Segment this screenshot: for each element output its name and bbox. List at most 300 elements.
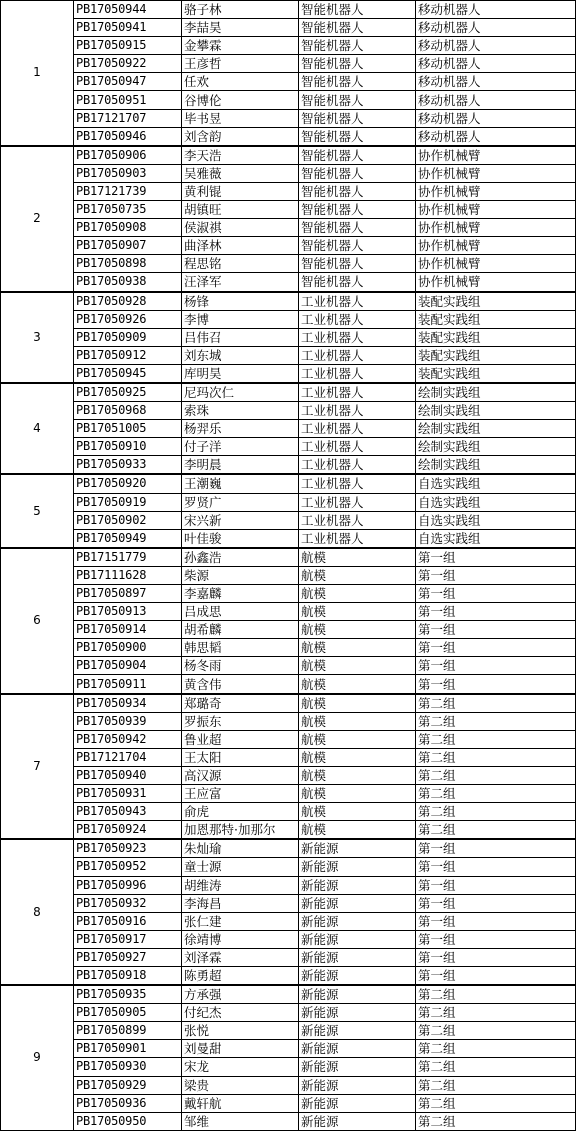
student-name-cell: 王太阳: [182, 748, 299, 766]
group-number-cell: 1: [1, 1, 74, 146]
table-body: [1, 1, 576, 1131]
subgroup-cell: 第二组: [416, 1022, 576, 1040]
direction-cell: 新能源: [299, 966, 416, 985]
direction-cell: 智能机器人: [299, 55, 416, 73]
student-id-cell: PB17050906: [74, 146, 182, 165]
subgroup-cell: 绘制实践组: [416, 420, 576, 438]
student-id-cell: PB17050931: [74, 785, 182, 803]
student-id-cell: PB17050923: [74, 839, 182, 858]
student-id-cell: PB17050900: [74, 639, 182, 657]
student-id-cell: PB17121704: [74, 748, 182, 766]
subgroup-cell: 移动机器人: [416, 91, 576, 109]
student-id-cell: PB17050901: [74, 1040, 182, 1058]
student-name-cell: 程思铭: [182, 255, 299, 273]
student-name-cell: 李天浩: [182, 146, 299, 165]
direction-cell: 航模: [299, 585, 416, 603]
direction-cell: 智能机器人: [299, 91, 416, 109]
group-number-cell: 8: [1, 839, 74, 985]
student-id-cell: PB17050929: [74, 1076, 182, 1094]
table-row: [1, 766, 576, 784]
student-id-cell: PB17050940: [74, 766, 182, 784]
subgroup-cell: 移动机器人: [416, 1, 576, 19]
direction-cell: 智能机器人: [299, 219, 416, 237]
table-row: [1, 438, 576, 456]
table-row: [1, 1094, 576, 1112]
student-id-cell: PB17050905: [74, 1004, 182, 1022]
student-name-cell: 柴源: [182, 566, 299, 584]
subgroup-cell: 装配实践组: [416, 310, 576, 328]
student-name-cell: 胡希麟: [182, 621, 299, 639]
student-id-cell: PB17111628: [74, 566, 182, 584]
table-row: [1, 456, 576, 475]
student-name-cell: 吕伟召: [182, 328, 299, 346]
student-id-cell: PB17050945: [74, 364, 182, 383]
subgroup-cell: 第一组: [416, 657, 576, 675]
student-name-cell: 曲泽林: [182, 237, 299, 255]
direction-cell: 航模: [299, 675, 416, 694]
student-name-cell: 付子洋: [182, 438, 299, 456]
table-row: [1, 858, 576, 876]
subgroup-cell: 协作机械臂: [416, 273, 576, 292]
table-row: [1, 985, 576, 1004]
student-name-cell: 刘泽霖: [182, 948, 299, 966]
subgroup-cell: 第二组: [416, 766, 576, 784]
direction-cell: 航模: [299, 694, 416, 713]
student-name-cell: 宋兴新: [182, 511, 299, 529]
student-name-cell: 库明昊: [182, 364, 299, 383]
student-id-cell: PB17050913: [74, 603, 182, 621]
student-name-cell: 侯淑祺: [182, 219, 299, 237]
student-id-cell: PB17050735: [74, 201, 182, 219]
direction-cell: 工业机器人: [299, 364, 416, 383]
subgroup-cell: 绘制实践组: [416, 438, 576, 456]
direction-cell: 工业机器人: [299, 420, 416, 438]
subgroup-cell: 第二组: [416, 1094, 576, 1112]
direction-cell: 新能源: [299, 1094, 416, 1112]
student-id-cell: PB17050941: [74, 19, 182, 37]
direction-cell: 工业机器人: [299, 346, 416, 364]
table-row: [1, 310, 576, 328]
table-row: [1, 402, 576, 420]
direction-cell: 航模: [299, 712, 416, 730]
student-id-cell: PB17050949: [74, 529, 182, 548]
direction-cell: 智能机器人: [299, 127, 416, 146]
student-id-cell: PB17050920: [74, 474, 182, 493]
direction-cell: 智能机器人: [299, 73, 416, 91]
table-row: [1, 948, 576, 966]
student-name-cell: 李明晨: [182, 456, 299, 475]
subgroup-cell: 第一组: [416, 876, 576, 894]
student-name-cell: 付纪杰: [182, 1004, 299, 1022]
direction-cell: 航模: [299, 766, 416, 784]
student-name-cell: 刘含韵: [182, 127, 299, 146]
student-id-cell: PB17050909: [74, 328, 182, 346]
table-row: [1, 821, 576, 840]
student-id-cell: PB17050930: [74, 1058, 182, 1076]
direction-cell: 工业机器人: [299, 529, 416, 548]
direction-cell: 工业机器人: [299, 383, 416, 402]
direction-cell: 新能源: [299, 839, 416, 858]
subgroup-cell: 第二组: [416, 1076, 576, 1094]
table-row: [1, 730, 576, 748]
subgroup-cell: 第一组: [416, 930, 576, 948]
table-row: [1, 420, 576, 438]
student-name-cell: 王彦哲: [182, 55, 299, 73]
direction-cell: 航模: [299, 621, 416, 639]
student-name-cell: 李博: [182, 310, 299, 328]
direction-cell: 新能源: [299, 894, 416, 912]
subgroup-cell: 第一组: [416, 948, 576, 966]
table-row: [1, 1112, 576, 1130]
student-id-cell: PB17050925: [74, 383, 182, 402]
student-id-cell: PB17050932: [74, 894, 182, 912]
group-number-cell: 5: [1, 474, 74, 547]
student-id-cell: PB17050952: [74, 858, 182, 876]
direction-cell: 工业机器人: [299, 402, 416, 420]
table-row: [1, 694, 576, 713]
student-id-cell: PB17050936: [74, 1094, 182, 1112]
table-row: [1, 966, 576, 985]
student-name-cell: 郑璐奇: [182, 694, 299, 713]
student-name-cell: 刘曼甜: [182, 1040, 299, 1058]
subgroup-cell: 第二组: [416, 1112, 576, 1130]
table-row: [1, 712, 576, 730]
direction-cell: 新能源: [299, 858, 416, 876]
subgroup-cell: 第一组: [416, 912, 576, 930]
student-id-cell: PB17050934: [74, 694, 182, 713]
subgroup-cell: 第二组: [416, 1058, 576, 1076]
table-row: [1, 493, 576, 511]
student-name-cell: 毕书昱: [182, 109, 299, 127]
subgroup-cell: 第二组: [416, 694, 576, 713]
student-id-cell: PB17050924: [74, 821, 182, 840]
student-id-cell: PB17050942: [74, 730, 182, 748]
table-row: [1, 1022, 576, 1040]
student-name-cell: 杨羿乐: [182, 420, 299, 438]
direction-cell: 智能机器人: [299, 255, 416, 273]
student-id-cell: PB17050917: [74, 930, 182, 948]
group-number-cell: 3: [1, 292, 74, 383]
student-id-cell: PB17050918: [74, 966, 182, 985]
table-row: [1, 621, 576, 639]
student-name-cell: 王潮巍: [182, 474, 299, 493]
direction-cell: 智能机器人: [299, 182, 416, 200]
table-row: [1, 511, 576, 529]
group-number-cell: 2: [1, 146, 74, 292]
group-number-cell: 4: [1, 383, 74, 474]
subgroup-cell: 绘制实践组: [416, 383, 576, 402]
subgroup-cell: 第一组: [416, 894, 576, 912]
subgroup-cell: 第一组: [416, 621, 576, 639]
table-row: [1, 912, 576, 930]
direction-cell: 新能源: [299, 1004, 416, 1022]
student-id-cell: PB17050927: [74, 948, 182, 966]
table-row: [1, 748, 576, 766]
direction-cell: 航模: [299, 785, 416, 803]
subgroup-cell: 自选实践组: [416, 493, 576, 511]
subgroup-cell: 第一组: [416, 585, 576, 603]
table-row: [1, 603, 576, 621]
student-name-cell: 邹维: [182, 1112, 299, 1130]
table-row: [1, 1004, 576, 1022]
table-row: [1, 839, 576, 858]
table-row: [1, 785, 576, 803]
subgroup-cell: 第二组: [416, 1040, 576, 1058]
student-id-cell: PB17050946: [74, 127, 182, 146]
subgroup-cell: 第二组: [416, 803, 576, 821]
subgroup-cell: 第二组: [416, 712, 576, 730]
student-name-cell: 韩思韬: [182, 639, 299, 657]
student-id-cell: PB17121707: [74, 109, 182, 127]
direction-cell: 智能机器人: [299, 109, 416, 127]
direction-cell: 航模: [299, 748, 416, 766]
subgroup-cell: 第一组: [416, 603, 576, 621]
direction-cell: 新能源: [299, 876, 416, 894]
table-row: [1, 273, 576, 292]
subgroup-cell: 移动机器人: [416, 73, 576, 91]
student-name-cell: 尼玛次仁: [182, 383, 299, 402]
student-name-cell: 王应富: [182, 785, 299, 803]
student-id-cell: PB17050903: [74, 164, 182, 182]
subgroup-cell: 移动机器人: [416, 19, 576, 37]
table-row: [1, 894, 576, 912]
subgroup-cell: 第一组: [416, 566, 576, 584]
direction-cell: 工业机器人: [299, 438, 416, 456]
table-row: [1, 328, 576, 346]
subgroup-cell: 协作机械臂: [416, 237, 576, 255]
subgroup-cell: 装配实践组: [416, 328, 576, 346]
table-row: [1, 657, 576, 675]
student-name-cell: 李嘉麟: [182, 585, 299, 603]
table-row: [1, 127, 576, 146]
direction-cell: 智能机器人: [299, 146, 416, 165]
table-row: [1, 930, 576, 948]
student-id-cell: PB17050943: [74, 803, 182, 821]
direction-cell: 新能源: [299, 1058, 416, 1076]
student-name-cell: 黄含伟: [182, 675, 299, 694]
student-id-cell: PB17050910: [74, 438, 182, 456]
subgroup-cell: 绘制实践组: [416, 456, 576, 475]
student-id-cell: PB17050911: [74, 675, 182, 694]
direction-cell: 航模: [299, 730, 416, 748]
table-row: [1, 19, 576, 37]
direction-cell: 航模: [299, 821, 416, 840]
table-row: [1, 474, 576, 493]
table-row: [1, 585, 576, 603]
table-row: [1, 529, 576, 548]
table-row: [1, 675, 576, 694]
student-id-cell: PB17050915: [74, 37, 182, 55]
student-name-cell: 罗贤广: [182, 493, 299, 511]
subgroup-cell: 协作机械臂: [416, 182, 576, 200]
student-id-cell: PB17050968: [74, 402, 182, 420]
subgroup-cell: 第一组: [416, 966, 576, 985]
subgroup-cell: 协作机械臂: [416, 255, 576, 273]
table-row: [1, 1040, 576, 1058]
group-number-cell: 7: [1, 694, 74, 840]
direction-cell: 智能机器人: [299, 1, 416, 19]
subgroup-cell: 移动机器人: [416, 55, 576, 73]
subgroup-cell: 协作机械臂: [416, 219, 576, 237]
subgroup-cell: 绘制实践组: [416, 402, 576, 420]
student-id-cell: PB17050919: [74, 493, 182, 511]
subgroup-cell: 装配实践组: [416, 364, 576, 383]
table-row: [1, 566, 576, 584]
table-row: [1, 639, 576, 657]
subgroup-cell: 第一组: [416, 839, 576, 858]
student-name-cell: 李海昌: [182, 894, 299, 912]
student-id-cell: PB17050939: [74, 712, 182, 730]
direction-cell: 新能源: [299, 1112, 416, 1130]
student-id-cell: PB17050898: [74, 255, 182, 273]
table-row: [1, 73, 576, 91]
table-row: [1, 1, 576, 19]
student-name-cell: 加恩那特·加那尔: [182, 821, 299, 840]
student-name-cell: 梁贵: [182, 1076, 299, 1094]
subgroup-cell: 第二组: [416, 985, 576, 1004]
subgroup-cell: 第一组: [416, 858, 576, 876]
student-name-cell: 朱灿瑜: [182, 839, 299, 858]
direction-cell: 智能机器人: [299, 37, 416, 55]
direction-cell: 新能源: [299, 1022, 416, 1040]
student-name-cell: 高汉源: [182, 766, 299, 784]
student-id-cell: PB17050897: [74, 585, 182, 603]
student-name-cell: 胡镇旺: [182, 201, 299, 219]
direction-cell: 工业机器人: [299, 474, 416, 493]
subgroup-cell: 移动机器人: [416, 37, 576, 55]
student-name-cell: 骆子林: [182, 1, 299, 19]
student-name-cell: 吴雅薇: [182, 164, 299, 182]
direction-cell: 新能源: [299, 948, 416, 966]
direction-cell: 工业机器人: [299, 511, 416, 529]
table-row: [1, 219, 576, 237]
student-id-cell: PB17121739: [74, 182, 182, 200]
direction-cell: 航模: [299, 548, 416, 567]
group-number-cell: 9: [1, 985, 74, 1130]
student-name-cell: 鲁业超: [182, 730, 299, 748]
subgroup-cell: 自选实践组: [416, 529, 576, 548]
student-name-cell: 刘东城: [182, 346, 299, 364]
student-name-cell: 俞虎: [182, 803, 299, 821]
direction-cell: 智能机器人: [299, 201, 416, 219]
direction-cell: 工业机器人: [299, 328, 416, 346]
subgroup-cell: 第一组: [416, 639, 576, 657]
student-id-cell: PB17050947: [74, 73, 182, 91]
table-row: [1, 548, 576, 567]
student-name-cell: 陈勇超: [182, 966, 299, 985]
student-name-cell: 胡维涛: [182, 876, 299, 894]
subgroup-cell: 第二组: [416, 821, 576, 840]
table-row: [1, 383, 576, 402]
student-id-cell: PB17050902: [74, 511, 182, 529]
table-row: [1, 109, 576, 127]
table-row: [1, 255, 576, 273]
table-row: [1, 292, 576, 311]
student-id-cell: PB17050933: [74, 456, 182, 475]
direction-cell: 智能机器人: [299, 273, 416, 292]
direction-cell: 新能源: [299, 912, 416, 930]
student-name-cell: 童士源: [182, 858, 299, 876]
student-name-cell: 张仁建: [182, 912, 299, 930]
student-id-cell: PB17050899: [74, 1022, 182, 1040]
student-id-cell: PB17050951: [74, 91, 182, 109]
table-row: [1, 237, 576, 255]
subgroup-cell: 移动机器人: [416, 127, 576, 146]
student-name-cell: 戴轩航: [182, 1094, 299, 1112]
student-name-cell: 方承强: [182, 985, 299, 1004]
table-row: [1, 91, 576, 109]
student-name-cell: 罗振东: [182, 712, 299, 730]
direction-cell: 智能机器人: [299, 237, 416, 255]
student-id-cell: PB17151779: [74, 548, 182, 567]
subgroup-cell: 自选实践组: [416, 474, 576, 493]
student-id-cell: PB17050944: [74, 1, 182, 19]
subgroup-cell: 第二组: [416, 785, 576, 803]
direction-cell: 航模: [299, 566, 416, 584]
direction-cell: 新能源: [299, 1076, 416, 1094]
table-row: [1, 37, 576, 55]
direction-cell: 工业机器人: [299, 292, 416, 311]
direction-cell: 新能源: [299, 1040, 416, 1058]
student-id-cell: PB17050926: [74, 310, 182, 328]
student-name-cell: 叶佳骏: [182, 529, 299, 548]
subgroup-cell: 第一组: [416, 548, 576, 567]
student-id-cell: PB17050912: [74, 346, 182, 364]
student-id-cell: PB17050914: [74, 621, 182, 639]
subgroup-cell: 自选实践组: [416, 511, 576, 529]
student-name-cell: 徐靖博: [182, 930, 299, 948]
student-name-cell: 吕成思: [182, 603, 299, 621]
subgroup-cell: 装配实践组: [416, 346, 576, 364]
student-name-cell: 李喆昊: [182, 19, 299, 37]
student-name-cell: 杨锋: [182, 292, 299, 311]
table-row: [1, 164, 576, 182]
student-id-cell: PB17050922: [74, 55, 182, 73]
table-row: [1, 1076, 576, 1094]
student-id-cell: PB17050907: [74, 237, 182, 255]
student-id-cell: PB17050996: [74, 876, 182, 894]
direction-cell: 新能源: [299, 930, 416, 948]
subgroup-cell: 移动机器人: [416, 109, 576, 127]
subgroup-cell: 装配实践组: [416, 292, 576, 311]
table-row: [1, 201, 576, 219]
student-name-cell: 任欢: [182, 73, 299, 91]
direction-cell: 工业机器人: [299, 310, 416, 328]
student-name-cell: 黄利锟: [182, 182, 299, 200]
table-row: [1, 803, 576, 821]
table-row: [1, 1058, 576, 1076]
direction-cell: 工业机器人: [299, 456, 416, 475]
direction-cell: 工业机器人: [299, 493, 416, 511]
subgroup-cell: 第一组: [416, 675, 576, 694]
student-id-cell: PB17051005: [74, 420, 182, 438]
student-name-cell: 汪泽军: [182, 273, 299, 292]
direction-cell: 航模: [299, 639, 416, 657]
student-name-cell: 杨冬雨: [182, 657, 299, 675]
subgroup-cell: 第二组: [416, 748, 576, 766]
table-row: [1, 55, 576, 73]
group-number-cell: 6: [1, 548, 74, 694]
direction-cell: 新能源: [299, 985, 416, 1004]
table-row: [1, 876, 576, 894]
subgroup-cell: 第二组: [416, 1004, 576, 1022]
student-id-cell: PB17050935: [74, 985, 182, 1004]
table-row: [1, 146, 576, 165]
student-name-cell: 孙鑫浩: [182, 548, 299, 567]
direction-cell: 智能机器人: [299, 164, 416, 182]
subgroup-cell: 第二组: [416, 730, 576, 748]
direction-cell: 航模: [299, 657, 416, 675]
